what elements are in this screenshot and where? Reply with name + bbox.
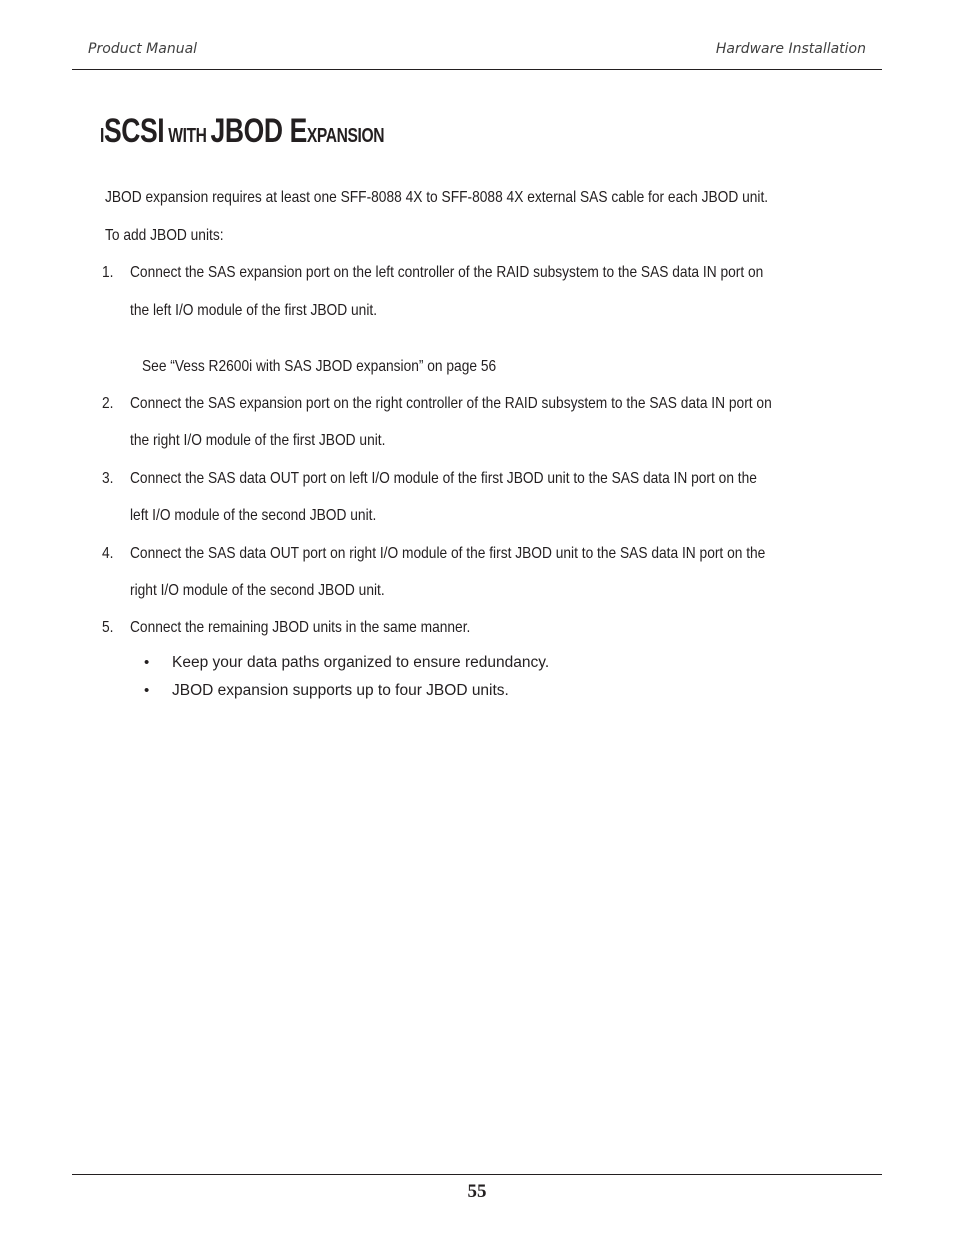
intro-paragraph: JBOD expansion requires at least one SFF-8088 4X to SFF-8088 4X external SAS cable for each JBOD unit. xyxy=(105,189,769,206)
step-text: Connect the SAS expansion port on the left controller of the RAID subsystem to the SAS data IN port on xyxy=(130,264,764,281)
header-section-title: Hardware Installation xyxy=(715,41,866,57)
bullet-item: JBOD expansion supports up to four JBOD units. xyxy=(172,682,509,699)
title-part-4: JBOD E xyxy=(210,112,307,150)
header-manual-title: Product Manual xyxy=(88,41,198,57)
title-part-2: SCSI xyxy=(103,112,165,150)
step-text: left I/O module of the second JBOD unit. xyxy=(130,507,377,524)
footer-divider xyxy=(72,1174,882,1175)
step-number: 3. xyxy=(102,470,114,487)
step-number: 1. xyxy=(102,264,114,281)
title-part-1: I xyxy=(100,125,104,147)
step-text: the left I/O module of the first JBOD unit. xyxy=(130,302,378,319)
title-part-5: XPANSION xyxy=(306,125,385,147)
step-text: Connect the SAS expansion port on the right controller of the RAID subsystem to the SAS data IN port on xyxy=(130,395,772,412)
page-title xyxy=(100,112,384,151)
step-number: 4. xyxy=(102,545,114,562)
step-text: Connect the remaining JBOD units in the same manner. xyxy=(130,619,471,636)
step-text: Connect the SAS data OUT port on left I/O module of the first JBOD unit to the SAS data IN port on the xyxy=(130,470,757,487)
step-text: right I/O module of the second JBOD unit. xyxy=(130,582,385,599)
page-number: 55 xyxy=(467,1181,487,1202)
bullet-icon: • xyxy=(144,654,150,671)
step-number: 5. xyxy=(102,619,114,636)
bullet-icon: • xyxy=(144,682,150,699)
lead-paragraph: To add JBOD units: xyxy=(105,227,224,244)
bullet-item: Keep your data paths organized to ensure redundancy. xyxy=(172,654,550,671)
step-text: the right I/O module of the first JBOD unit. xyxy=(130,432,386,449)
page-header xyxy=(72,38,882,70)
step-number: 2. xyxy=(102,395,114,412)
title-part-3: WITH xyxy=(164,125,211,147)
step-text: Connect the SAS data OUT port on right I/O module of the first JBOD unit to the SAS data IN port on the xyxy=(130,545,766,562)
see-reference: See “Vess R2600i with SAS JBOD expansion” on page 56 xyxy=(142,358,497,375)
